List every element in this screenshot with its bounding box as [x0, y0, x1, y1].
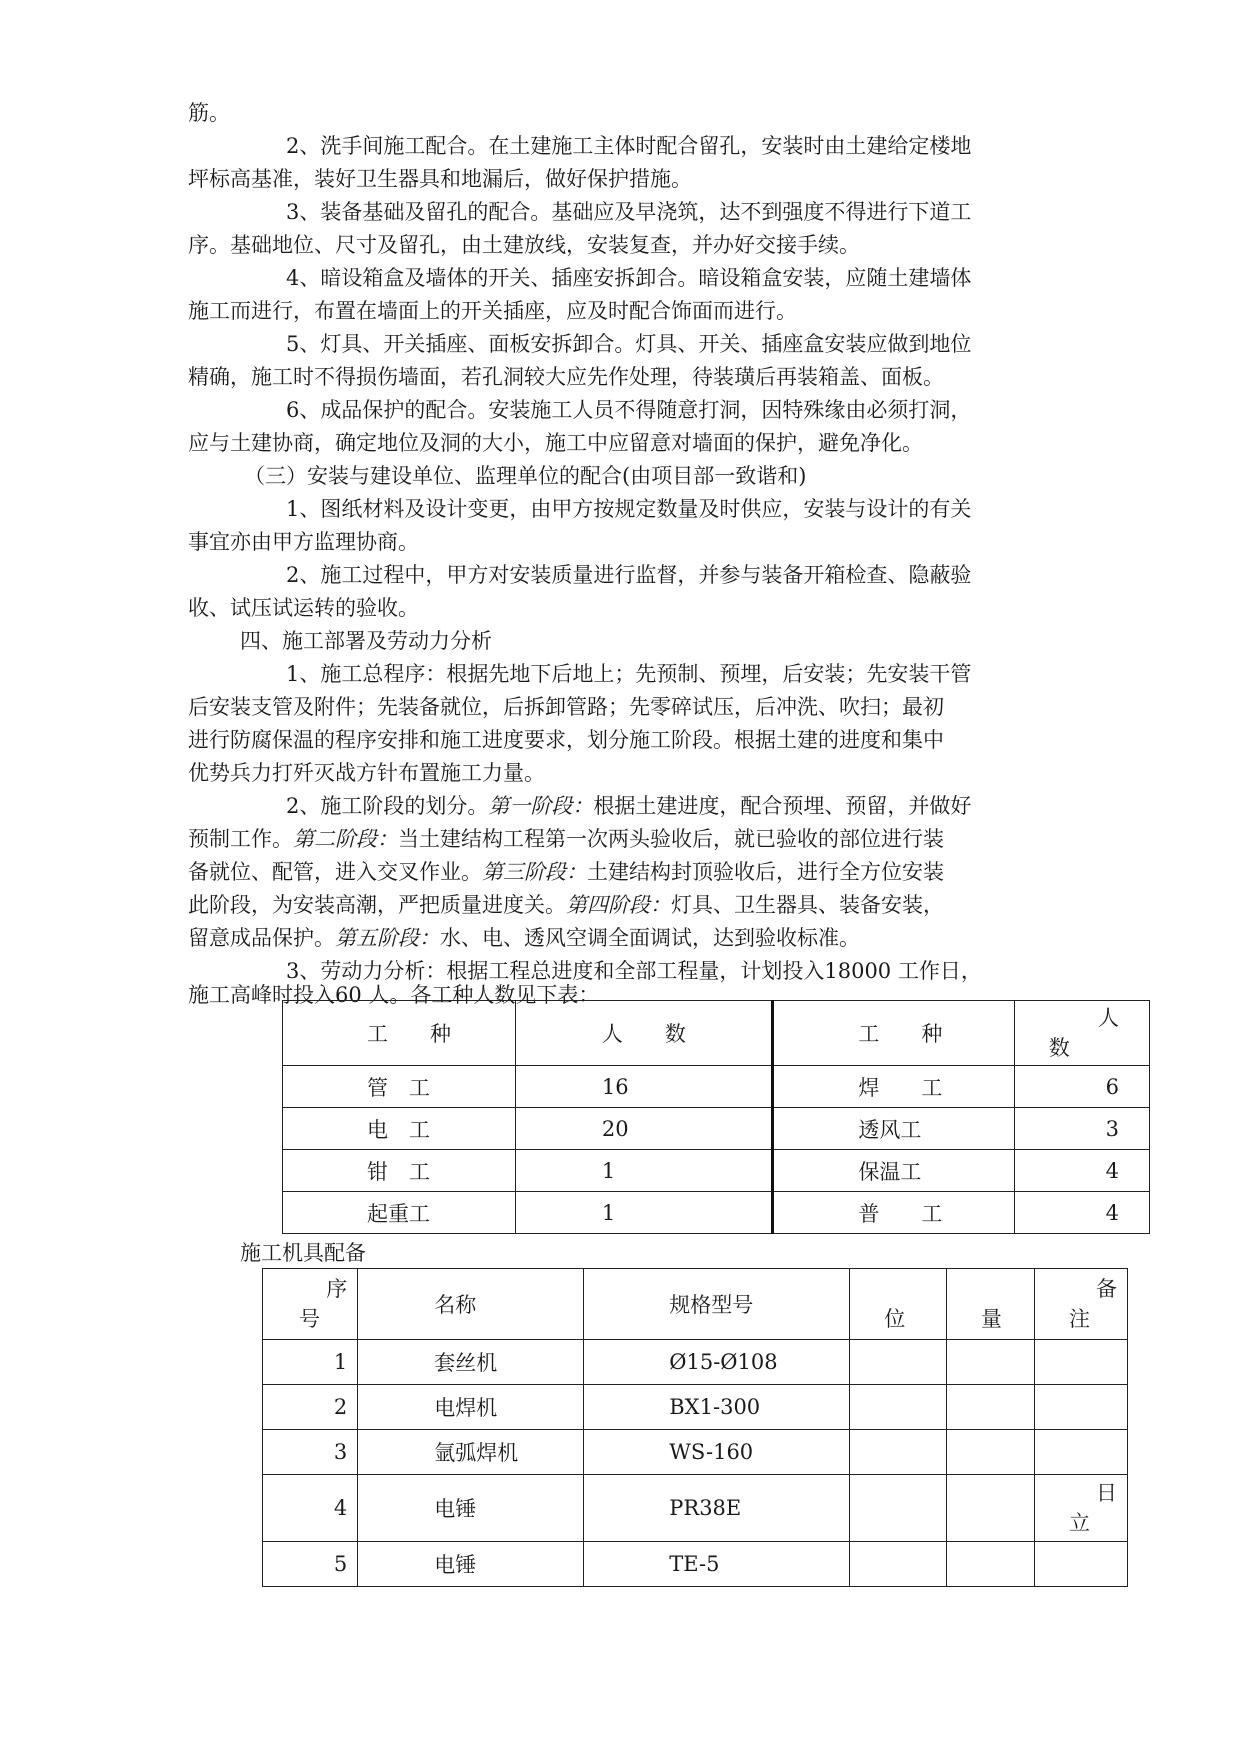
header-cell: 位: [850, 1269, 947, 1340]
paragraph-line: 4、暗设箱盒及墙体的开关、插座安拆卸合。暗设箱盒安装，应随土建墙体: [286, 266, 972, 290]
table-cell: PR38E: [584, 1475, 850, 1542]
paragraph-line: [188, 826, 1088, 852]
table-cell: 电锤: [358, 1475, 584, 1542]
table-cell: 1: [515, 1150, 772, 1192]
table-cell: 4: [1014, 1150, 1149, 1192]
table-row: [283, 1150, 1150, 1192]
text-run: 根据土建进度，配合预埋、预留，并做好: [593, 794, 972, 818]
table-row: [283, 1066, 1150, 1108]
table-cell: 20: [515, 1108, 772, 1150]
table-cell: 3: [1014, 1108, 1149, 1150]
table-cell: Ø15-Ø108: [584, 1340, 850, 1385]
table-cell: [1034, 1385, 1127, 1430]
paragraph-line: 筋。: [188, 101, 230, 125]
paragraph-line: 1、施工总程序：根据先地下后地上；先预制、预埋，后安装；先安装干管: [286, 662, 972, 686]
text-run: 2、施工阶段的划分。: [286, 794, 489, 818]
table-cell: 电焊机: [358, 1385, 584, 1430]
table-cell: 焊 工: [773, 1066, 1014, 1108]
paragraph-line: 6、成品保护的配合。安装施工人员不得随意打洞，因特殊缘由必须打洞，: [286, 398, 972, 422]
section-heading: 四、施工部署及劳动力分析: [240, 629, 492, 653]
header-text: 序: [326, 1277, 348, 1301]
text-run: 备就位、配管，进入交叉作业。: [188, 860, 482, 884]
table-row: [283, 1108, 1150, 1150]
table-cell: BX1-300: [584, 1385, 850, 1430]
paragraph-line: 精确，施工时不得损伤墙面，若孔洞较大应先作处理，待装璜后再装箱盖、面板。: [188, 365, 944, 389]
table-cell: TE-5: [584, 1542, 850, 1587]
table-cell: 起重工: [283, 1192, 516, 1234]
paragraph-line: 5、灯具、开关插座、面板安拆卸合。灯具、开关、插座盒安装应做到地位: [286, 332, 972, 356]
header-cell: 工 种: [283, 1001, 516, 1066]
table-cell: 2: [263, 1385, 358, 1430]
paragraph-line: [188, 892, 1088, 918]
paragraph-line: 3、装备基础及留孔的配合。基础应及早浇筑，达不到强度不得进行下道工: [286, 200, 972, 224]
stage-label: 第四阶段：: [566, 893, 671, 917]
table-cell: 氩弧焊机: [358, 1430, 584, 1475]
table-row: [263, 1340, 1128, 1385]
table-cell: [946, 1542, 1034, 1587]
text-run: 此阶段，为安装高潮，严把质量进度关。: [188, 893, 566, 917]
header-cell: [1014, 1001, 1149, 1066]
table-row: [263, 1542, 1128, 1587]
table-row: [263, 1475, 1128, 1542]
header-text: 人: [1098, 1006, 1119, 1030]
stage-label: 第三阶段：: [482, 860, 587, 884]
header-text: 数: [1048, 1036, 1070, 1060]
paragraph-line: 后安装支管及附件；先装备就位，后拆卸管路；先零碎试压，后冲洗、吹扫；最初: [188, 695, 944, 719]
table-cell: 16: [515, 1066, 772, 1108]
table-row: [263, 1385, 1128, 1430]
header-cell: 人 数: [515, 1001, 772, 1066]
text-run: 水、电、透风空调全面调试，达到验收标准。: [440, 926, 860, 950]
stage-label: 第二阶段：: [293, 827, 398, 851]
remark-text: 日: [1096, 1481, 1117, 1505]
table-cell: [850, 1340, 947, 1385]
table-cell: WS-160: [584, 1430, 850, 1475]
table-cell: 5: [263, 1542, 358, 1587]
table-cell: 4: [1014, 1192, 1149, 1234]
table-cell: [946, 1430, 1034, 1475]
table-cell: [850, 1475, 947, 1542]
header-cell: [1034, 1269, 1127, 1340]
table-cell: 4: [263, 1475, 358, 1542]
paragraph-line: 优势兵力打歼灭战方针布置施工力量。: [188, 761, 545, 785]
paragraph-line: 事宜亦由甲方监理协商。: [188, 530, 419, 554]
paragraph-line: 2、洗手间施工配合。在土建施工主体时配合留孔，安装时由土建给定楼地: [286, 134, 972, 158]
header-text: 备: [1096, 1277, 1117, 1301]
table-cell: 电锤: [358, 1542, 584, 1587]
paragraph-line: [286, 793, 1186, 819]
table-header-row: [263, 1269, 1128, 1340]
table-cell: [850, 1430, 947, 1475]
paragraph-line: 2、施工过程中，甲方对安装质量进行监督，并参与装备开箱检查、隐蔽验: [286, 563, 972, 587]
header-cell: 名称: [358, 1269, 584, 1340]
table-cell: [850, 1542, 947, 1587]
header-cell: 规格型号: [584, 1269, 850, 1340]
table-cell: [946, 1475, 1034, 1542]
tools-table: [262, 1268, 1128, 1587]
paragraph-line: 序。基础地位、尺寸及留孔，由土建放线，安装复查，并办好交接手续。: [188, 233, 860, 257]
paragraph-line: 坪标高基准，装好卫生器具和地漏后，做好保护措施。: [188, 167, 692, 191]
stage-label: 第一阶段：: [488, 794, 594, 818]
table-cell: 电 工: [283, 1108, 516, 1150]
section-heading: （三）安装与建设单位、监理单位的配合(由项目部一致谐和): [244, 464, 807, 488]
table-cell: 1: [515, 1192, 772, 1234]
header-cell: [263, 1269, 358, 1340]
table-cell: 普 工: [773, 1192, 1014, 1234]
remark-text: 立: [1068, 1511, 1090, 1535]
table-cell: 套丝机: [358, 1340, 584, 1385]
labor-table: [282, 1000, 1150, 1234]
header-cell: 工 种: [773, 1001, 1014, 1066]
table-cell: [850, 1385, 947, 1430]
header-cell: 量: [946, 1269, 1034, 1340]
table-cell: [1034, 1542, 1127, 1587]
paragraph-line: 1、图纸材料及设计变更，由甲方按规定数量及时供应，安装与设计的有关: [286, 497, 972, 521]
paragraph-line: [188, 859, 1088, 885]
text-run: 预制工作。: [188, 827, 293, 851]
table-row: [283, 1192, 1150, 1234]
table-cell: 管 工: [283, 1066, 516, 1108]
table-cell: 6: [1014, 1066, 1149, 1108]
text-run: 当土建结构工程第一次两头验收后，就已验收的部位进行装: [398, 827, 944, 851]
stage-label: 第五阶段：: [335, 926, 440, 950]
paragraph-line: 应与土建协商，确定地位及洞的大小，施工中应留意对墙面的保护，避免净化。: [188, 431, 923, 455]
paragraph-line: 进行防腐保温的程序安排和施工进度要求，划分施工阶段。根据土建的进度和集中: [188, 728, 944, 752]
text-run: 灯具、卫生器具、装备安装，: [671, 893, 944, 917]
text-run: 留意成品保护。: [188, 926, 335, 950]
paragraph-line: 3、劳动力分析：根据工程总进度和全部工程量，计划投入18000 工作日，: [286, 959, 982, 983]
table-cell: 3: [263, 1430, 358, 1475]
table-cell: [1034, 1475, 1127, 1542]
header-text: 号: [299, 1307, 320, 1331]
table-cell: [946, 1385, 1034, 1430]
table-cell: 保温工: [773, 1150, 1014, 1192]
paragraph-line: 收、试压试运转的验收。: [188, 596, 419, 620]
paragraph-line: [188, 925, 1088, 951]
table-cell: 1: [263, 1340, 358, 1385]
table-cell: 钳 工: [283, 1150, 516, 1192]
table-cell: [946, 1340, 1034, 1385]
table-row: [263, 1430, 1128, 1475]
tools-table-caption: 施工机具配备: [240, 1241, 366, 1265]
text-run: 土建结构封顶验收后，进行全方位安装: [587, 860, 944, 884]
table-cell: [1034, 1340, 1127, 1385]
paragraph-line: 施工高峰时投入60 人。各工种人数见下表：: [188, 983, 600, 1007]
table-cell: 透风工: [773, 1108, 1014, 1150]
header-text: 注: [1068, 1307, 1090, 1331]
table-header-row: [283, 1001, 1150, 1066]
table-cell: [1034, 1430, 1127, 1475]
paragraph-line: 施工而进行，布置在墙面上的开关插座，应及时配合饰面而进行。: [188, 299, 797, 323]
